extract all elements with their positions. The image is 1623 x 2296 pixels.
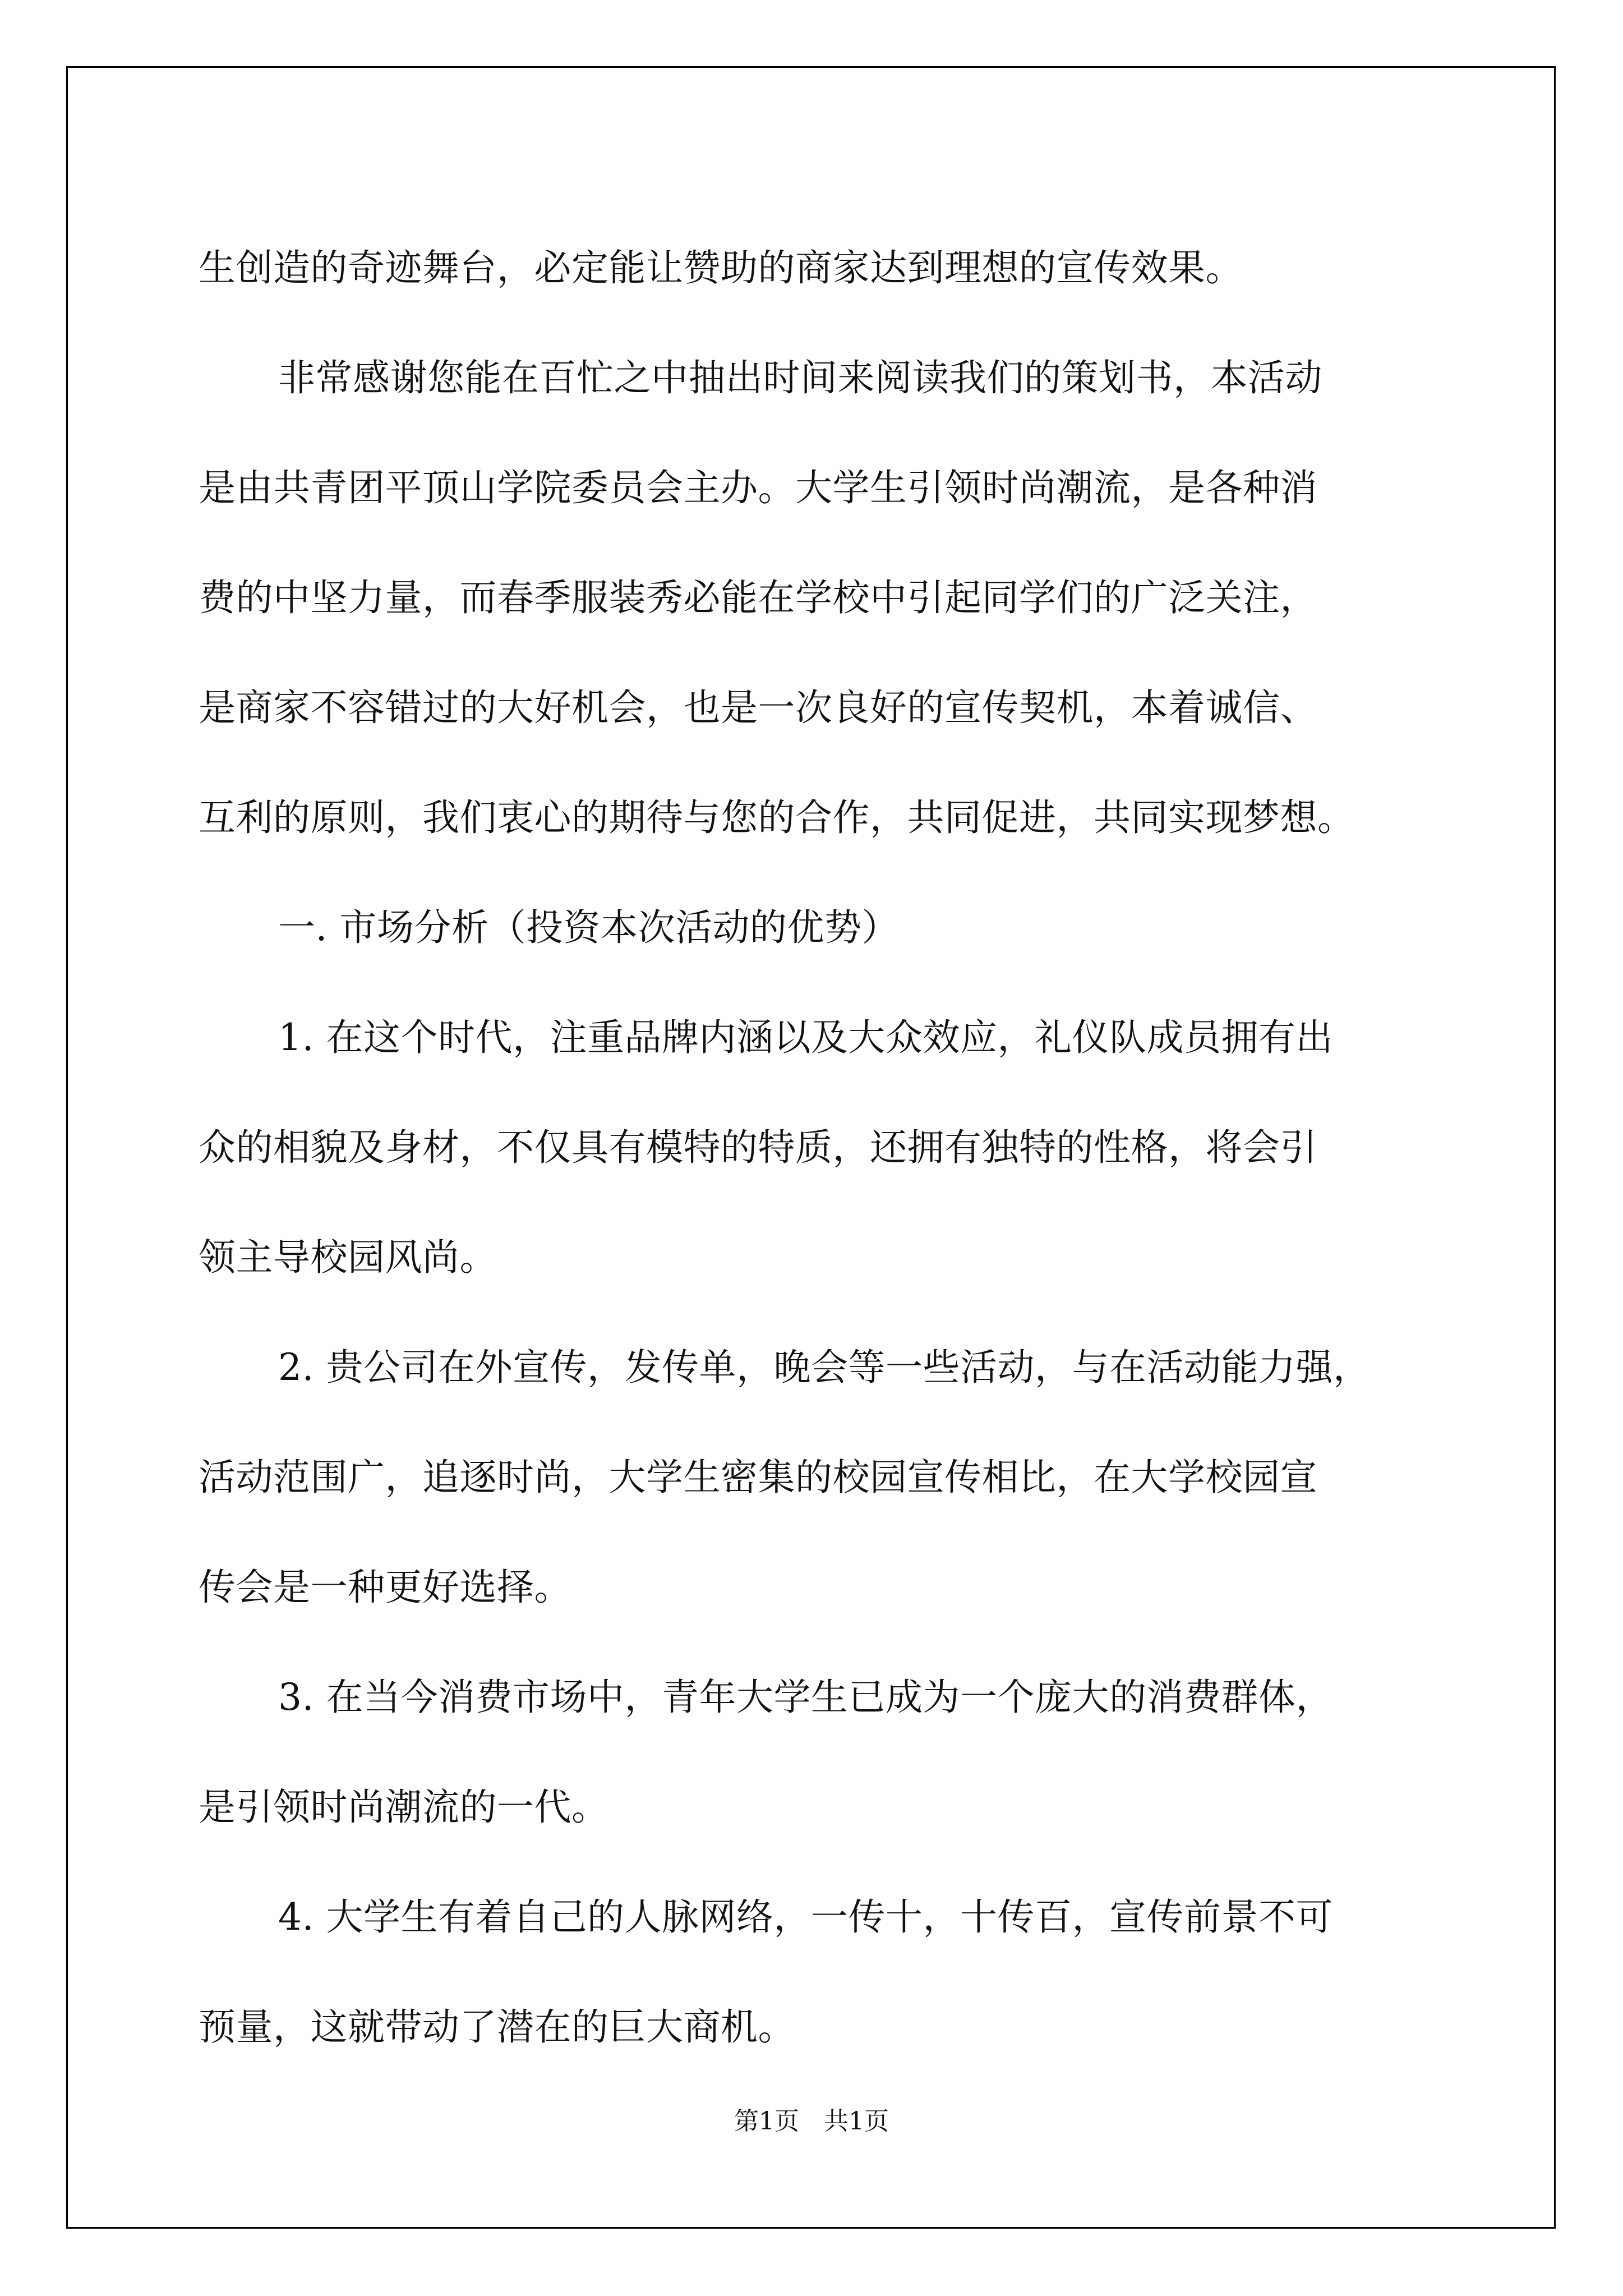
text-line: 2. 贵公司在外宣传，发传单，晚会等一些活动，与在活动能力强， — [278, 1346, 1371, 1389]
paragraph — [199, 323, 1427, 873]
text-line: 生创造的奇迹舞台，必定能让赞助的商家达到理想的宣传效果。 — [199, 246, 1243, 289]
list-item — [199, 1642, 1427, 1862]
paragraph — [199, 213, 1427, 323]
text-line: 是由共青团平顶山学院委员会主办。大学生引领时尚潮流，是各种消 — [199, 466, 1317, 509]
text-line: 4. 大学生有着自己的人脉网络，一传十，十传百，宣传前景不可 — [278, 1895, 1333, 1939]
list-item — [199, 1313, 1427, 1642]
text-line: 1. 在这个时代，注重品牌内涵以及大众效应，礼仪队成员拥有出 — [278, 1016, 1333, 1059]
text-line: 是商家不容错过的大好机会，也是一次良好的宣传契机，本着诚信、 — [199, 686, 1317, 729]
section-heading — [199, 873, 1427, 983]
text-line: 预量，这就带动了潜在的巨大商机。 — [199, 2005, 795, 2049]
text-line: 众的相貌及身材，不仅具有模特的特质，还拥有独特的性格，将会引 — [199, 1126, 1317, 1169]
document-body — [199, 213, 1427, 2082]
text-line: 一. 市场分析（投资本次活动的优势） — [278, 906, 899, 949]
list-item — [199, 983, 1427, 1313]
list-item — [199, 1862, 1427, 2082]
text-line: 领主导校园风尚。 — [199, 1236, 497, 1279]
text-line: 3. 在当今消费市场中，青年大学生已成为一个庞大的消费群体， — [278, 1676, 1333, 1719]
text-line: 互利的原则，我们衷心的期待与您的合作，共同促进，共同实现梦想。 — [199, 796, 1355, 839]
text-line: 传会是一种更好选择。 — [199, 1566, 571, 1609]
text-line: 费的中坚力量，而春季服装秀必能在学校中引起同学们的广泛关注， — [199, 576, 1317, 619]
text-line: 是引领时尚潮流的一代。 — [199, 1786, 609, 1829]
text-line: 活动范围广，追逐时尚，大学生密集的校园宣传相比，在大学校园宣 — [199, 1456, 1317, 1499]
page-footer: 第1页 共1页 — [734, 2107, 889, 2136]
text-line: 非常感谢您能在百忙之中抽出时间来阅读我们的策划书，本活动 — [278, 356, 1322, 399]
